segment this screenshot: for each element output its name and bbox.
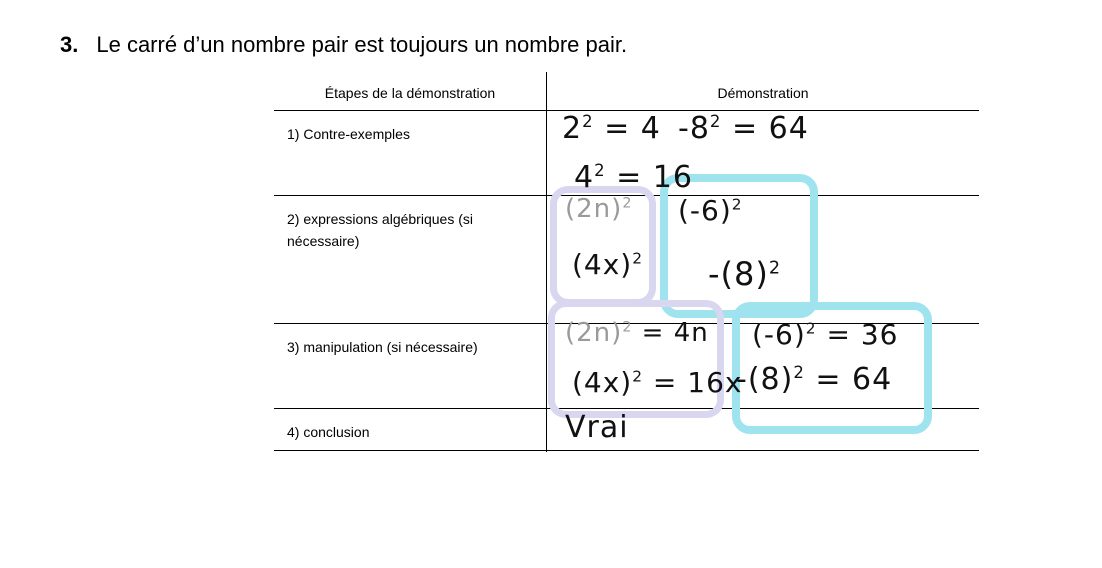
handwritten-expression: $(-6)^2$ [678, 194, 743, 227]
handwritten-expression: $(2n)^2$ [565, 194, 633, 224]
table-bottom-rule [274, 450, 979, 451]
handwritten-manipulation: $-(8)^2 = 64$ [736, 362, 893, 397]
row-label-counterexamples: 1) Contre-exemples [287, 126, 410, 142]
handwritten-expression: $-(8)^2$ [708, 255, 782, 293]
handwritten-manipulation: $(-6)^2 = 36$ [752, 318, 899, 351]
row-label-conclusion: 4) conclusion [287, 424, 370, 440]
question-statement: Le carré d’un nombre pair est toujours un nombre pair. [96, 32, 628, 57]
handwritten-conclusion: Vrai [565, 410, 629, 445]
row-label-algebraic-expressions: 2) expressions algébriques (si nécessaire) [287, 211, 473, 249]
header-steps: Étapes de la démonstration [324, 85, 496, 101]
handwritten-counterexample: $4^2 = 16$ [574, 160, 693, 195]
handwritten-manipulation: $(4x)^2 = 16x$ [572, 366, 743, 399]
handwritten-counterexample: $-8^2 = 64$ [678, 111, 809, 146]
handwritten-counterexample: $2^2 = 4$ [562, 111, 661, 146]
table-column-divider [546, 72, 547, 452]
row-label-manipulation: 3) manipulation (si nécessaire) [287, 339, 478, 355]
header-demonstration: Démonstration [717, 85, 809, 101]
handwritten-expression: $(4x)^2$ [572, 248, 644, 281]
handwritten-manipulation: $(2n)^2 = 4n$ [565, 318, 709, 348]
question-number: 3. [60, 32, 79, 57]
question-heading [60, 32, 627, 58]
